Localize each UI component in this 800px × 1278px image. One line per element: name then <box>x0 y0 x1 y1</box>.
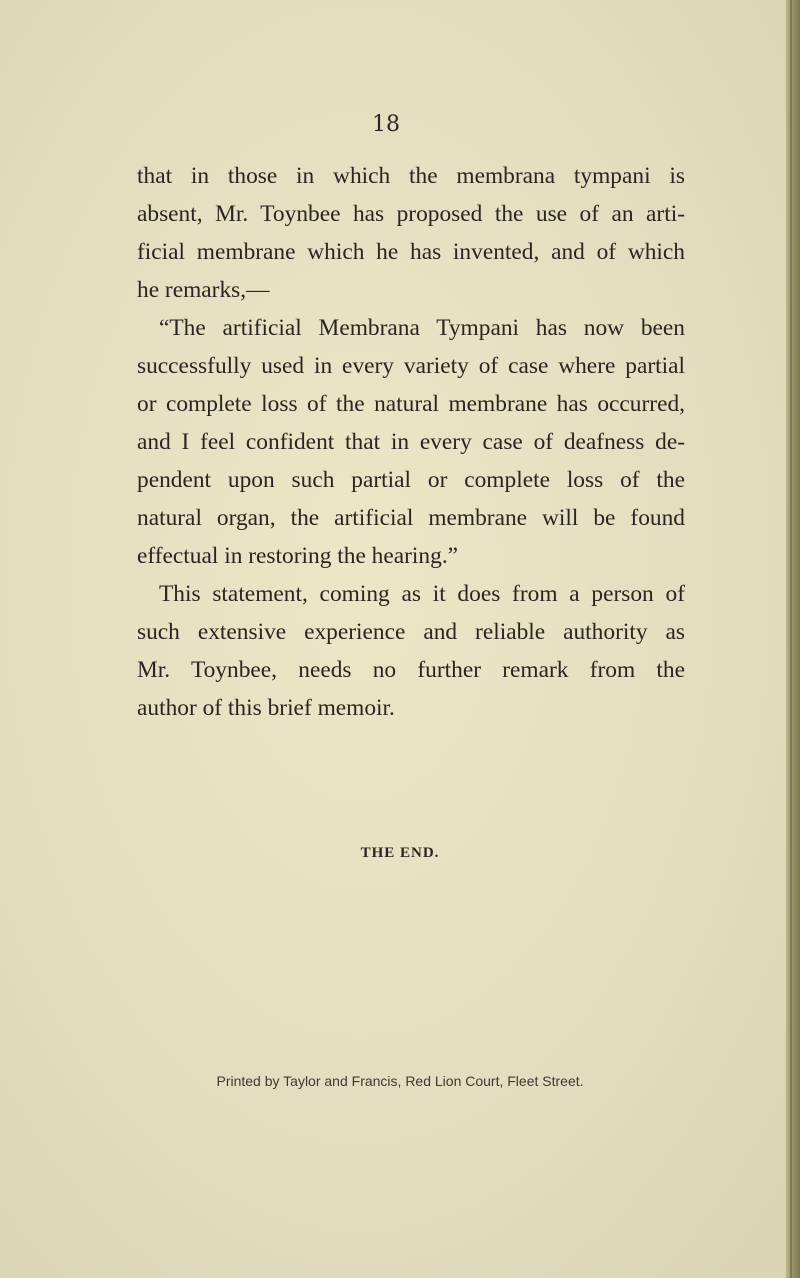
text-line: Mr. Toynbee, needs no further remark from the <box>137 657 685 683</box>
text-line: such extensive experience and reliable authority as <box>137 619 685 645</box>
text-line: “The artificial Membrana Tympani has now been <box>159 315 685 341</box>
text-line: or complete loss of the natural membrane has occurred, <box>137 391 685 417</box>
body-text <box>137 157 685 727</box>
text-line: pendent upon such partial or complete loss of the <box>137 467 685 493</box>
text-line: This statement, coming as it does from a person of <box>159 581 685 607</box>
text-line: ficial membrane which he has invented, and of which <box>137 239 685 265</box>
text-line: successfully used in every variety of case where partial <box>137 353 685 379</box>
page-number: 18 <box>372 112 400 137</box>
text-line: effectual in restoring the hearing.” <box>137 543 459 569</box>
text-line: absent, Mr. Toynbee has proposed the use of an arti- <box>137 201 685 227</box>
text-line: that in those in which the membrana tympani is <box>137 163 685 189</box>
end-mark: THE END. <box>360 845 440 861</box>
printer-imprint: Printed by Taylor and Francis, Red Lion Court, Fleet Street. <box>216 1073 584 1089</box>
text-line: author of this brief memoir. <box>137 695 395 721</box>
text-line: he remarks,— <box>137 277 270 303</box>
text-line: and I feel confident that in every case of deafness de- <box>137 429 685 455</box>
text-line: natural organ, the artificial membrane will be found <box>137 505 685 531</box>
